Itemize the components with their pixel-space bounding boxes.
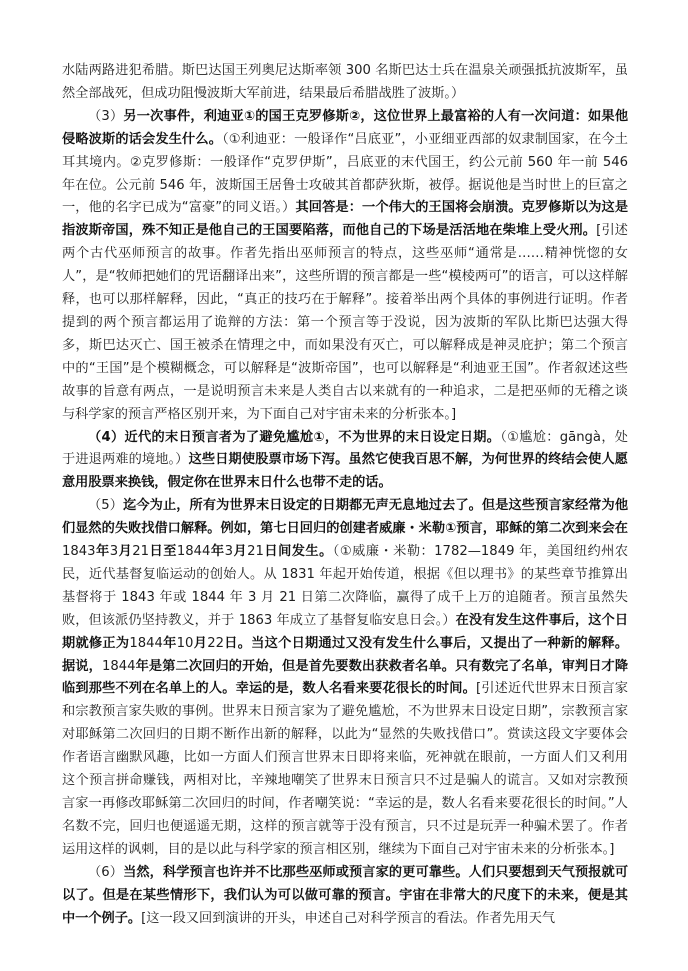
- text-run: （6）: [88, 864, 124, 880]
- text-run-bold: 年是第二次回归的开始，但是首先要数出获救者名单。只有数完了名单，审判日才降临到那些不列在名单上的人。幸运的是，数人名看来要花很长的时间。: [62, 658, 629, 697]
- text-run: （5）: [88, 498, 124, 514]
- text-run-bold: 日。当这个日期通过又没有发生什么事后，又提出了一种新的解释。据说，: [62, 635, 629, 674]
- text-run-bold: 年: [210, 544, 225, 560]
- text-run: 21: [247, 544, 264, 560]
- text-run: [引述两个古代巫师预言的故事。作者先指出巫师预言的特点，这些巫师“通常是……精神恍惚的女人”，是“牧师把她们的咒语翻译出来”，这些所谓的预言都是一些“模棱两可”的语言，可以这样解释，也可以那样解释，因此，“真正的技巧在于解释”。接着举出两个具体的事例进行证明。作者提到的两个预言都运用了诡辩的方法：第一个预言等于没说，因为波斯的军队比斯巴达强大得多，斯巴达灭亡、国王被杀在情理之中，而如果没有灭亡，可以解释成是神灵庇护；第二个预言中的“王国”是个模糊概念，可以解释是“波斯帝国”，也可以解释是“利迪亚王国”。作者叙述这些故事的旨意有两点，一是说明预言未来是人类自古以来就有的一种追求，二是把巫师的无稽之谈与科学家的预言严格区别开来，为下面自己对宇宙未来的分析张本。]: [62, 223, 628, 422]
- text-run-bold: 月: [118, 544, 133, 560]
- text-run: 1843: [62, 544, 96, 560]
- text-run-bold: 另一次事件，利迪亚①的国王克罗修斯②，这位世界上最富裕的人有一次问道：如果他侵略波斯的话会发生什么。: [62, 108, 629, 147]
- text-run-bold: 日至: [149, 544, 177, 560]
- paragraph: [62, 495, 628, 862]
- text-run: 3: [109, 544, 119, 560]
- text-run: 1844: [176, 544, 211, 560]
- text-run: [这一段又回到演讲的开头，申述自己对科学预言的看法。作者先用天气: [141, 910, 556, 926]
- text-run: （①利迪亚：一般译作“吕底亚”，小亚细亚西部的奴隶制国家，在今土耳其境内。②克罗修斯：一般译作“克罗伊斯”，吕底亚的末代国王，约公元前 560 年一前 546 年在位。公元前 546 年，波斯国王居鲁士攻破其首都萨狄斯，被俘。据说他是当时世上的巨富之一，他的名字已成为“富豪”的同义语。）: [62, 131, 628, 216]
- text-run-bold: 其回答是：一个伟大的王国将会崩溃。克罗修斯以为这是指波斯帝国，殊不知正是他自己的王国要陷落，而他自己的下场是活活地在柴堆上受火刑。: [62, 200, 629, 239]
- text-run-bold: 日间发生。: [263, 544, 333, 560]
- text-run-bold: 月: [193, 635, 208, 651]
- text-run-bold: 这些日期使股票市场下泻。虽然它使我百思不解，为何世界的终结会使人愿意用股票来换钱，假定你在世界末日什么也带不走的话。: [62, 452, 628, 491]
- paragraph: [62, 106, 628, 427]
- text-run: 22: [207, 635, 224, 651]
- text-run-bold: （4）近代的末日预言者为了避免尴尬①，不为世界的末日设定日期。: [88, 429, 501, 445]
- text-run: 1844: [129, 635, 163, 651]
- text-run: 10: [176, 635, 194, 651]
- text-run: 1844: [101, 658, 136, 674]
- text-run: （①威廉・米勒：1782—1849 年，美国纽约州农民，近代基督复临运动的创始人。从 1831 年起开始传道，根据《但以理书》的某些章节推算出基督将于 1843 年或 1844 年 3 月 21 日第二次降临，赢得了成千上万的追随者。预言虽然失败，但该派仍坚持教义，并于 1863 年成立了基督复临安息日会。）: [62, 544, 629, 628]
- text-run-bold: 年: [95, 544, 110, 560]
- text-run: 水陆两路进犯希腊。斯巴达国王列奥尼达斯率领 300 名斯巴达士兵在温泉关顽强抵抗波斯军，虽然全部战死，但成功阻慢波斯大军前进，结果最后希腊战胜了波斯。）: [62, 63, 628, 101]
- paragraph: [62, 862, 628, 931]
- text-run-bold: 当然，科学预言也许并不比那些巫师或预言家的更可靠些。人们只要想到天气预报就可以了。但是在某些情形下，我们认为可以做可靠的预言。宇宙在非常大的尺度下的未来，便是其中一个例子。: [62, 864, 629, 926]
- paragraph: [62, 60, 628, 106]
- paragraph: [62, 427, 628, 496]
- text-run: 21: [132, 544, 150, 560]
- text-run-bold: 年: [162, 635, 177, 651]
- text-run-bold: 月: [232, 544, 248, 560]
- text-run: [引述近代世界末日预言家和宗教预言家失败的事例。世界末日预言家为了避免尴尬，不为世界末日设定日期”，宗教预言家对耶稣第二次回归的日期不断作出新的解释，以此为“显然的失败找借口”。赏读这段文字要体会作者语言幽默风趣，比如一方面人们预言世界末日即将来临，死神就在眼前，一方面人们又利用这个预言拼命赚钱，两相对比，辛辣地嘲笑了世界末日预言只不过是骗人的谎言。又如对宗教预言家一再修改耶稣第二次回归的时间，作者嘲笑说：“幸运的是，数人名看来要花很长的时间。”人名数不完，回归也便遥遥无期，这样的预言就等于没有预言，只不过是玩弄一种骗术罢了。作者运用这样的讽刺，目的是以此与科学家的预言相区别，继续为下面自己对宇宙未来的分析张本。]: [62, 681, 628, 857]
- text-run-bold: 迄今为止，所有为世界末日设定的日期都无声无息地过去了。但是这些预言家经常为他们显然的失败找借口解释。例如，第七日回归的创建者威廉・米勒①预言，耶稣的第二次到来会在: [62, 498, 629, 537]
- text-run-bold: 在没有发生这件事后，这个日期就修正为: [62, 612, 629, 651]
- text-run: （①尴尬：gāngà，处于进退两难的境地。）: [62, 429, 628, 468]
- text-run: 3: [224, 544, 233, 560]
- document-page: [62, 60, 628, 930]
- text-run: （3）: [88, 108, 124, 124]
